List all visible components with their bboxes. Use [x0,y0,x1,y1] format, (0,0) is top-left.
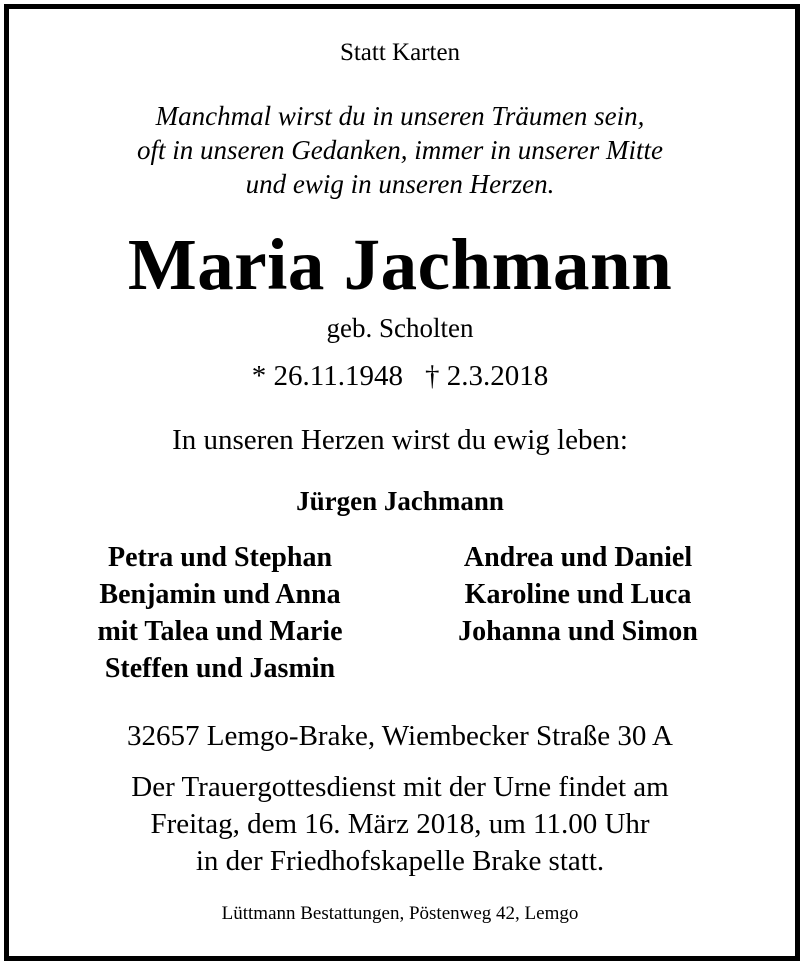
spouse-name: Jürgen Jachmann [296,486,504,516]
family-entry: Johanna und Simon [458,616,698,647]
mourning-address: 32657 Lemgo-Brake, Wiembecker Straße 30 A [127,720,673,752]
maiden-name: geb. Scholten [326,313,474,343]
lead-line: In unseren Herzen wirst du ewig leben: [172,424,628,456]
family-list-right [428,539,728,650]
funeral-home: Lüttmann Bestattungen, Pöstenweg 42, Lemgo [221,903,579,924]
intro-text: Statt Karten [339,39,461,66]
service-line: in der Friedhofskapelle Brake statt. [195,845,605,877]
family-entry: Petra und Stephan [107,542,333,573]
family-entry: Andrea und Daniel [463,542,693,573]
service-line: Der Trauergottesdienst mit der Urne findet am [131,771,669,803]
family-entry: Karoline und Luca [464,579,692,610]
death-date: † 2.3.2018 [424,360,549,392]
family-entry: mit Talea und Marie [97,616,343,647]
family-entry: Benjamin und Anna [99,579,341,610]
life-dates [0,362,800,391]
service-line: Freitag, dem 16. März 2018, um 11.00 Uhr [150,808,650,840]
poem-line: oft in unseren Gedanken, immer in unserer Mitte [137,135,663,165]
deceased-name: Maria Jachmann [127,224,673,305]
family-list-left [70,539,370,687]
family-entry: Steffen und Jasmin [104,653,336,684]
birth-date: * 26.11.1948 [251,360,403,392]
poem-line: und ewig in unseren Herzen. [245,169,555,199]
poem-line: Manchmal wirst du in unseren Träumen sein, [155,101,645,131]
